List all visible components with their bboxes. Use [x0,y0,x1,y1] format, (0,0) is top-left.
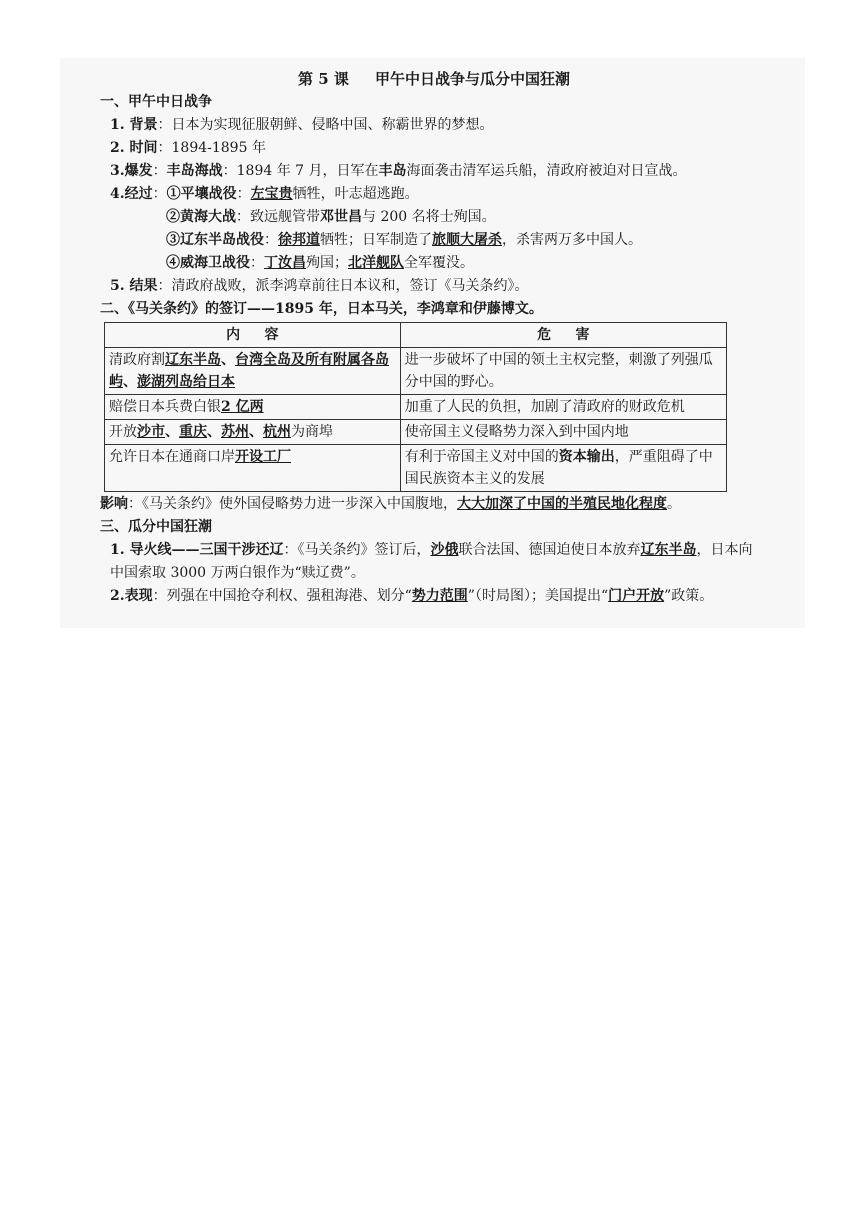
document-content [100,68,760,608]
performance-paragraph: 2.表现：列强在中国抢夺利权、强租海港、划分“势力范围”（时局图）；美国提出“门户开放”政策。 [110,588,714,604]
table-row [105,395,727,420]
background-line: 1. 背景：日本为实现征服朝鲜、侵略中国、称霸世界的梦想。 [110,117,494,133]
table-header-row [105,323,727,348]
table-row [105,445,727,492]
table-cell-harm: 使帝国主义侵略势力深入到中国内地 [400,420,726,445]
table-row [105,348,727,395]
column-header-content: 内 容 [105,323,401,348]
column-header-harm: 危 害 [400,323,726,348]
table-cell-content: 清政府割辽东半岛、台湾全岛及所有附属各岛屿、澎湖列岛给日本 [105,348,401,395]
table-row [105,420,727,445]
section-3-heading: 三、瓜分中国狂潮 [100,519,212,535]
table-cell-harm: 加重了人民的负担，加剧了清政府的财政危机 [400,395,726,420]
influence-line: 影响：《马关条约》使外国侵略势力进一步深入中国腹地，大大加深了中国的半殖民地化程度。 [100,496,681,512]
table-cell-content: 赔偿日本兵费白银2 亿两 [105,395,401,420]
process-line: 4.经过：①平壤战役：左宝贵牺牲，叶志超逃跑。 [110,186,419,202]
section-2-heading: 二、《马关条约》的签订——1895 年，日本马关，李鸿章和伊藤博文。 [100,301,543,317]
table-cell-harm: 有利于帝国主义对中国的资本输出，严重阻碍了中国民族资本主义的发展 [400,445,726,492]
table-cell-harm: 进一步破坏了中国的领土主权完整，刺激了列强瓜分中国的野心。 [400,348,726,395]
section-1-heading: 一、甲午中日战争 [100,94,212,110]
battle-3-line: ③辽东半岛战役：徐邦道牺牲；日军制造了旅顺大屠杀，杀害两万多中国人。 [166,232,642,248]
time-line: 2. 时间：1894-1895 年 [110,140,266,156]
result-line: 5. 结果：清政府战败，派李鸿章前往日本议和，签订《马关条约》。 [110,278,529,294]
table-cell-content: 允许日本在通商口岸开设工厂 [105,445,401,492]
lesson-title: 第 5 课 甲午中日战争与瓜分中国狂潮 [298,70,570,88]
table-cell-content: 开放沙市、重庆、苏州、杭州为商埠 [105,420,401,445]
battle-4-line: ④威海卫战役：丁汝昌殉国；北洋舰队全军覆没。 [166,255,474,271]
battle-2-line: ②黄海大战：致远舰管带邓世昌与 200 名将士殉国。 [166,209,496,225]
treaty-table [104,322,727,492]
outbreak-line: 3.爆发：丰岛海战：1894 年 7 月，日军在丰岛海面袭击清军运兵船，清政府被迫对日宣战。 [110,163,687,179]
fuse-paragraph: 1. 导火线——三国干涉还辽：《马关条约》签订后，沙俄联合法国、德国迫使日本放弃辽东半岛，日本向中国索取 3000 万两白银作为“赎辽费”。 [110,542,753,581]
